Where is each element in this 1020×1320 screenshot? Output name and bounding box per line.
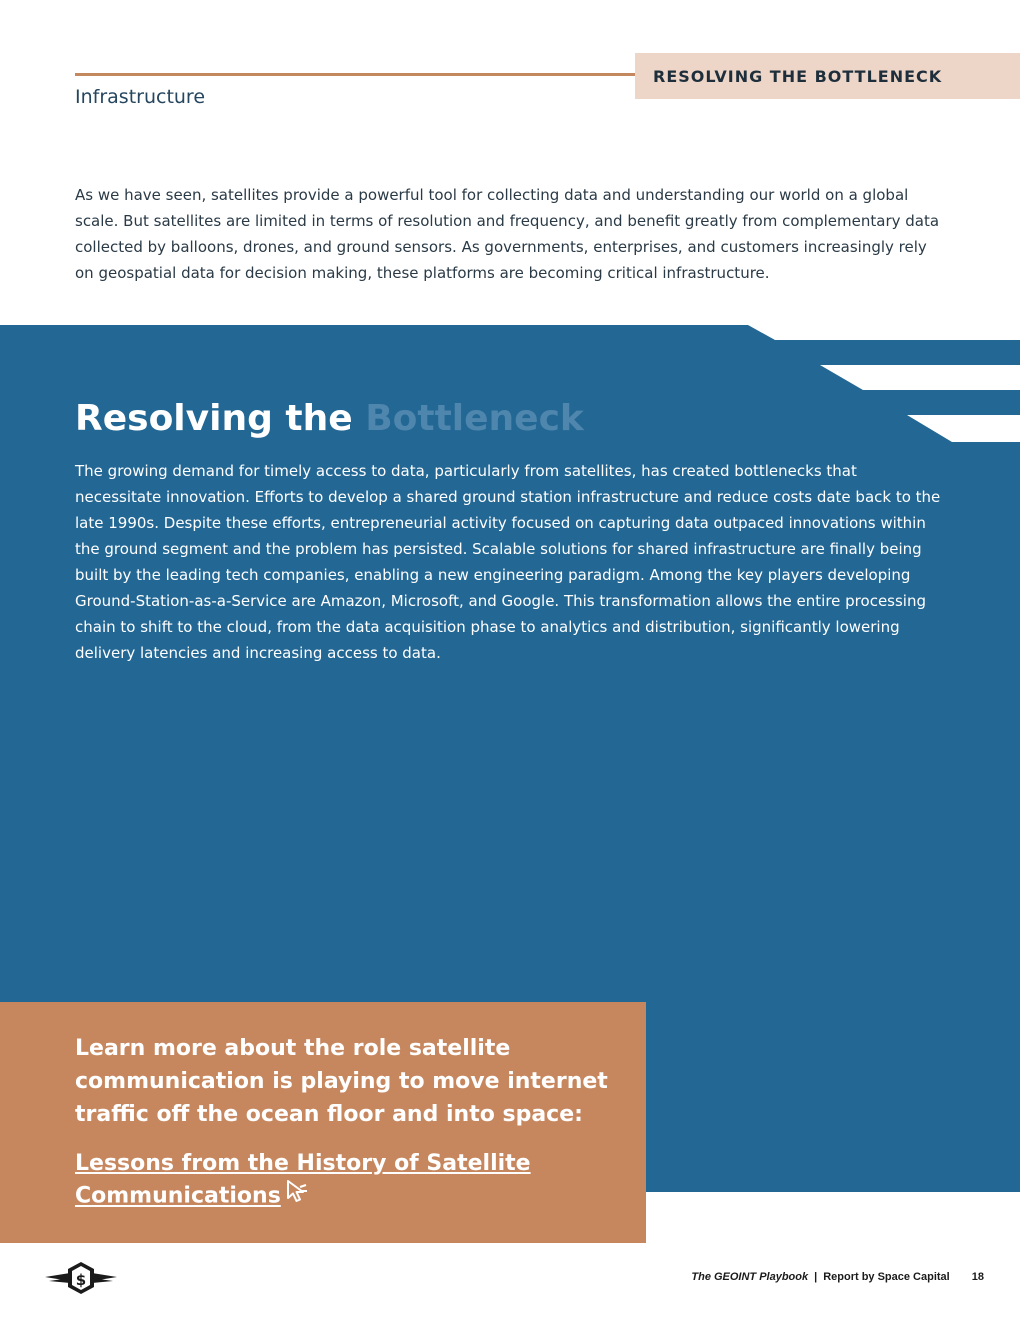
history-link[interactable] [75, 1149, 595, 1214]
header-rule [75, 73, 635, 76]
svg-text:$: $ [75, 1271, 87, 1289]
page-title-part1: Resolving the [75, 398, 353, 439]
cursor-arrow-icon [285, 1179, 311, 1214]
footer-publication: The GEOINT Playbook [691, 1271, 809, 1283]
section-tag [635, 53, 1020, 99]
section-tag-label: RESOLVING THE BOTTLENECK [653, 66, 943, 86]
page-number: 18 [971, 1271, 984, 1283]
footer [691, 1271, 984, 1283]
page-title-highlight: Bottleneck [365, 398, 584, 439]
winged-dollar-logo [44, 1260, 118, 1296]
footer-report-by: Report by Space Capital [823, 1271, 950, 1283]
history-link-label[interactable]: Lessons from the History of Satellite Communications [75, 1151, 531, 1209]
section-label: Infrastructure [75, 86, 206, 108]
intro-paragraph: As we have seen, satellites provide a powerful tool for collecting data and understanding our world on a global scale. But satellites are limited in terms of resolution and frequency, and benefit greatly from complementary data collected by balloons, drones, and ground sensors. As governments, enterprises, and customers increasingly rely on geospatial data for decision making, these platforms are becoming critical infrastructure. [75, 186, 940, 282]
footer-separator: | [814, 1271, 818, 1283]
body-paragraph: The growing demand for timely access to data, particularly from satellites, has created bottlenecks that necessitate innovation. Efforts to develop a shared ground station infrastructure and reduce costs date back to the late 1990s. Despite these efforts, entrepreneurial activity focused on capturing data outpaced innovations within the ground segment and the problem has persisted. Scalable solutions for shared infrastructure are finally being built by the leading tech companies, enabling a new engineering paradigm. Among the key players developing Ground-Station-as-a-Service are Amazon, Microsoft, and Google. This transformation allows the entire processing chain to shift to the cloud, from the data acquisition phase to analytics and distribution, significantly lowering delivery latencies and increasing access to data. [75, 462, 941, 662]
page-title [75, 398, 584, 439]
callout-text: Learn more about the role satellite communication is playing to move internet traffic off the ocean floor and into space: [75, 1036, 608, 1127]
